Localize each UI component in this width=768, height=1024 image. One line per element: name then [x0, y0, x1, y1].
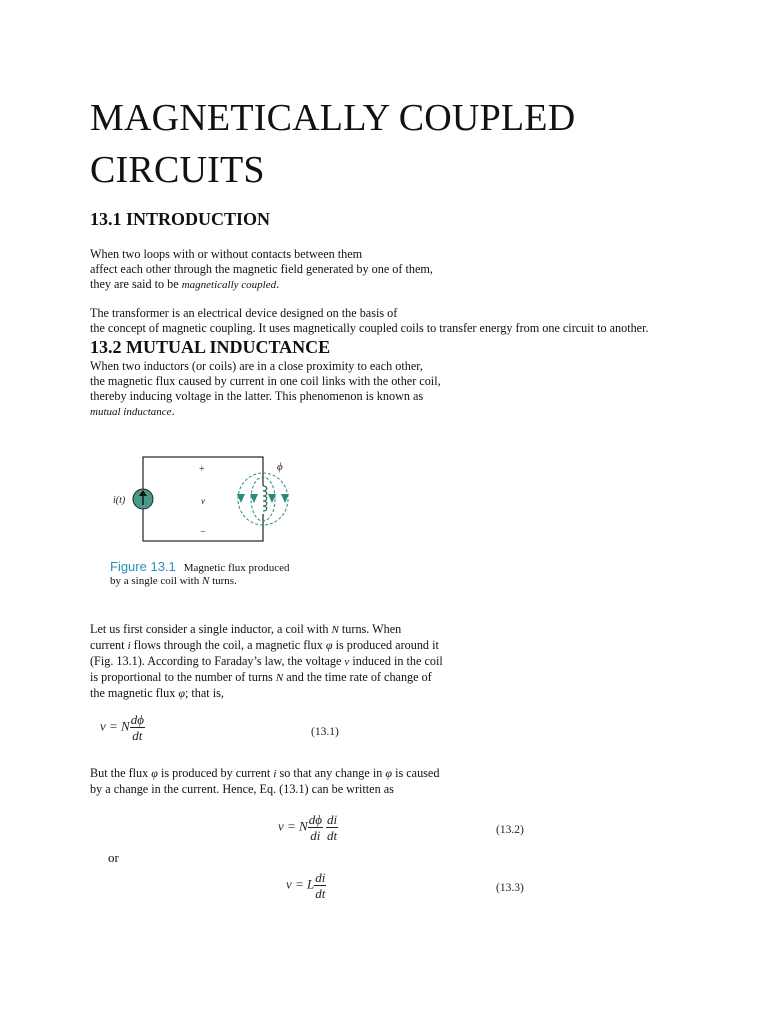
- math-symbol: φ: [385, 766, 393, 780]
- text-line: When two loops with or without contacts between them: [90, 247, 363, 261]
- math-symbol: i: [273, 768, 277, 780]
- text-run: induced in the coil: [349, 654, 443, 668]
- equation-13-1: [100, 712, 145, 743]
- equation-number-13-3: (13.3): [496, 882, 524, 894]
- fraction: [326, 812, 338, 843]
- text-line: the concept of magnetic coupling. It uses magnetically coupled coils to transfer energy from one circuit to another.: [90, 321, 649, 335]
- caption-text: turns.: [209, 575, 237, 587]
- text-run: turns. When: [338, 622, 402, 636]
- text-line: [90, 277, 730, 293]
- denominator: di: [310, 828, 321, 843]
- caption-line-1: [110, 560, 289, 575]
- text-run: is produced by current: [157, 766, 274, 780]
- minus-sign: −: [200, 527, 206, 538]
- emphasis-term: magnetically coupled: [181, 279, 277, 291]
- text-line: affect each other through the magnetic field generated by one of them,: [90, 262, 433, 276]
- section-heading-mutual-inductance: 13.2 MUTUAL INDUCTANCE: [90, 337, 331, 357]
- denominator: dt: [132, 728, 143, 743]
- text-run: is caused: [392, 766, 440, 780]
- text-line: [90, 654, 730, 670]
- flux-label: ϕ: [277, 461, 283, 473]
- text-run: so that any change in: [276, 766, 386, 780]
- coil-symbol: [258, 486, 268, 514]
- text-line: the magnetic flux caused by current in one coil links with the other coil,: [90, 374, 441, 388]
- caption-text: Magnetic flux produced: [183, 562, 290, 574]
- text-run: flows through the coil, a magnetic flux: [130, 638, 326, 652]
- caption-line-2: [110, 575, 289, 588]
- text-run: and the time rate of change of: [283, 670, 432, 684]
- equation-lhs: v = N: [100, 718, 130, 734]
- or-connector: or: [108, 850, 119, 865]
- equation-13-2: [278, 812, 338, 843]
- math-symbol: φ: [151, 766, 158, 780]
- numerator: dϕ: [308, 812, 322, 827]
- text-line: [90, 622, 730, 638]
- text-line: [90, 404, 730, 420]
- intro-paragraph-2: [90, 306, 730, 336]
- text-line: [90, 766, 730, 782]
- fraction: [314, 870, 326, 901]
- math-symbol: i: [127, 640, 131, 652]
- caption-text: by a single coil with: [110, 575, 202, 587]
- source-label: i(t): [113, 495, 126, 506]
- numerator: di: [315, 870, 326, 885]
- text-run: they are said to be: [90, 277, 182, 291]
- denominator: dt: [315, 886, 326, 901]
- text-run: .: [171, 404, 175, 418]
- equation-number-13-1: (13.1): [311, 726, 339, 738]
- figure-caption: [110, 560, 289, 588]
- text-line: The transformer is an electrical device designed on the basis of: [90, 306, 398, 320]
- text-run: ; that is,: [184, 686, 224, 700]
- denominator: dt: [326, 828, 338, 843]
- text-run: the magnetic flux: [90, 686, 179, 700]
- fraction: [130, 712, 145, 743]
- math-symbol: φ: [178, 686, 185, 700]
- page-title: [90, 92, 575, 196]
- text-run: But the flux: [90, 766, 152, 780]
- math-symbol: N: [331, 624, 339, 636]
- text-run: is produced around it: [332, 638, 439, 652]
- text-run: current: [90, 638, 128, 652]
- text-line: [90, 670, 730, 686]
- math-symbol: v: [344, 656, 350, 668]
- text-run: Let us first consider a single inductor, a coil with: [90, 622, 332, 636]
- figure-13-1-circuit: [105, 452, 305, 552]
- equation-lhs: v = N: [278, 818, 308, 834]
- text-line: When two inductors (or coils) are in a close proximity to each other,: [90, 359, 423, 373]
- fraction: [308, 812, 323, 843]
- equation-lhs: v = L: [286, 876, 315, 892]
- title-line-1: MAGNETICALLY COUPLED: [90, 97, 576, 139]
- numerator: di: [326, 812, 338, 827]
- caption-emphasis: N: [201, 575, 210, 587]
- text-line: by a change in the current. Hence, Eq. (13.1) can be written as: [90, 782, 394, 796]
- text-line: [90, 638, 730, 654]
- text-run: is proportional to the number of turns: [90, 670, 276, 684]
- text-run: (Fig. 13.1). According to Faraday’s law, the voltage: [90, 654, 345, 668]
- mutual-inductance-paragraph: [90, 359, 730, 420]
- emphasis-term: mutual inductance: [90, 406, 172, 418]
- text-line: thereby inducing voltage in the latter. This phenomenon is known as: [90, 389, 424, 403]
- plus-sign: +: [199, 464, 205, 475]
- figure-label: Figure 13.1: [110, 559, 176, 574]
- flux-current-paragraph: [90, 766, 730, 797]
- numerator: dϕ: [130, 712, 144, 727]
- equation-13-3: [286, 870, 326, 901]
- title-line-2: CIRCUITS: [90, 149, 265, 191]
- text-line: [90, 686, 730, 701]
- math-symbol: φ: [325, 638, 333, 652]
- text-run: .: [276, 277, 280, 291]
- faraday-paragraph: [90, 622, 730, 701]
- equation-number-13-2: (13.2): [496, 824, 524, 836]
- voltage-label: v: [201, 496, 205, 506]
- section-heading-introduction: 13.1 INTRODUCTION: [90, 209, 271, 229]
- intro-paragraph-1: [90, 247, 730, 293]
- math-symbol: N: [275, 672, 284, 684]
